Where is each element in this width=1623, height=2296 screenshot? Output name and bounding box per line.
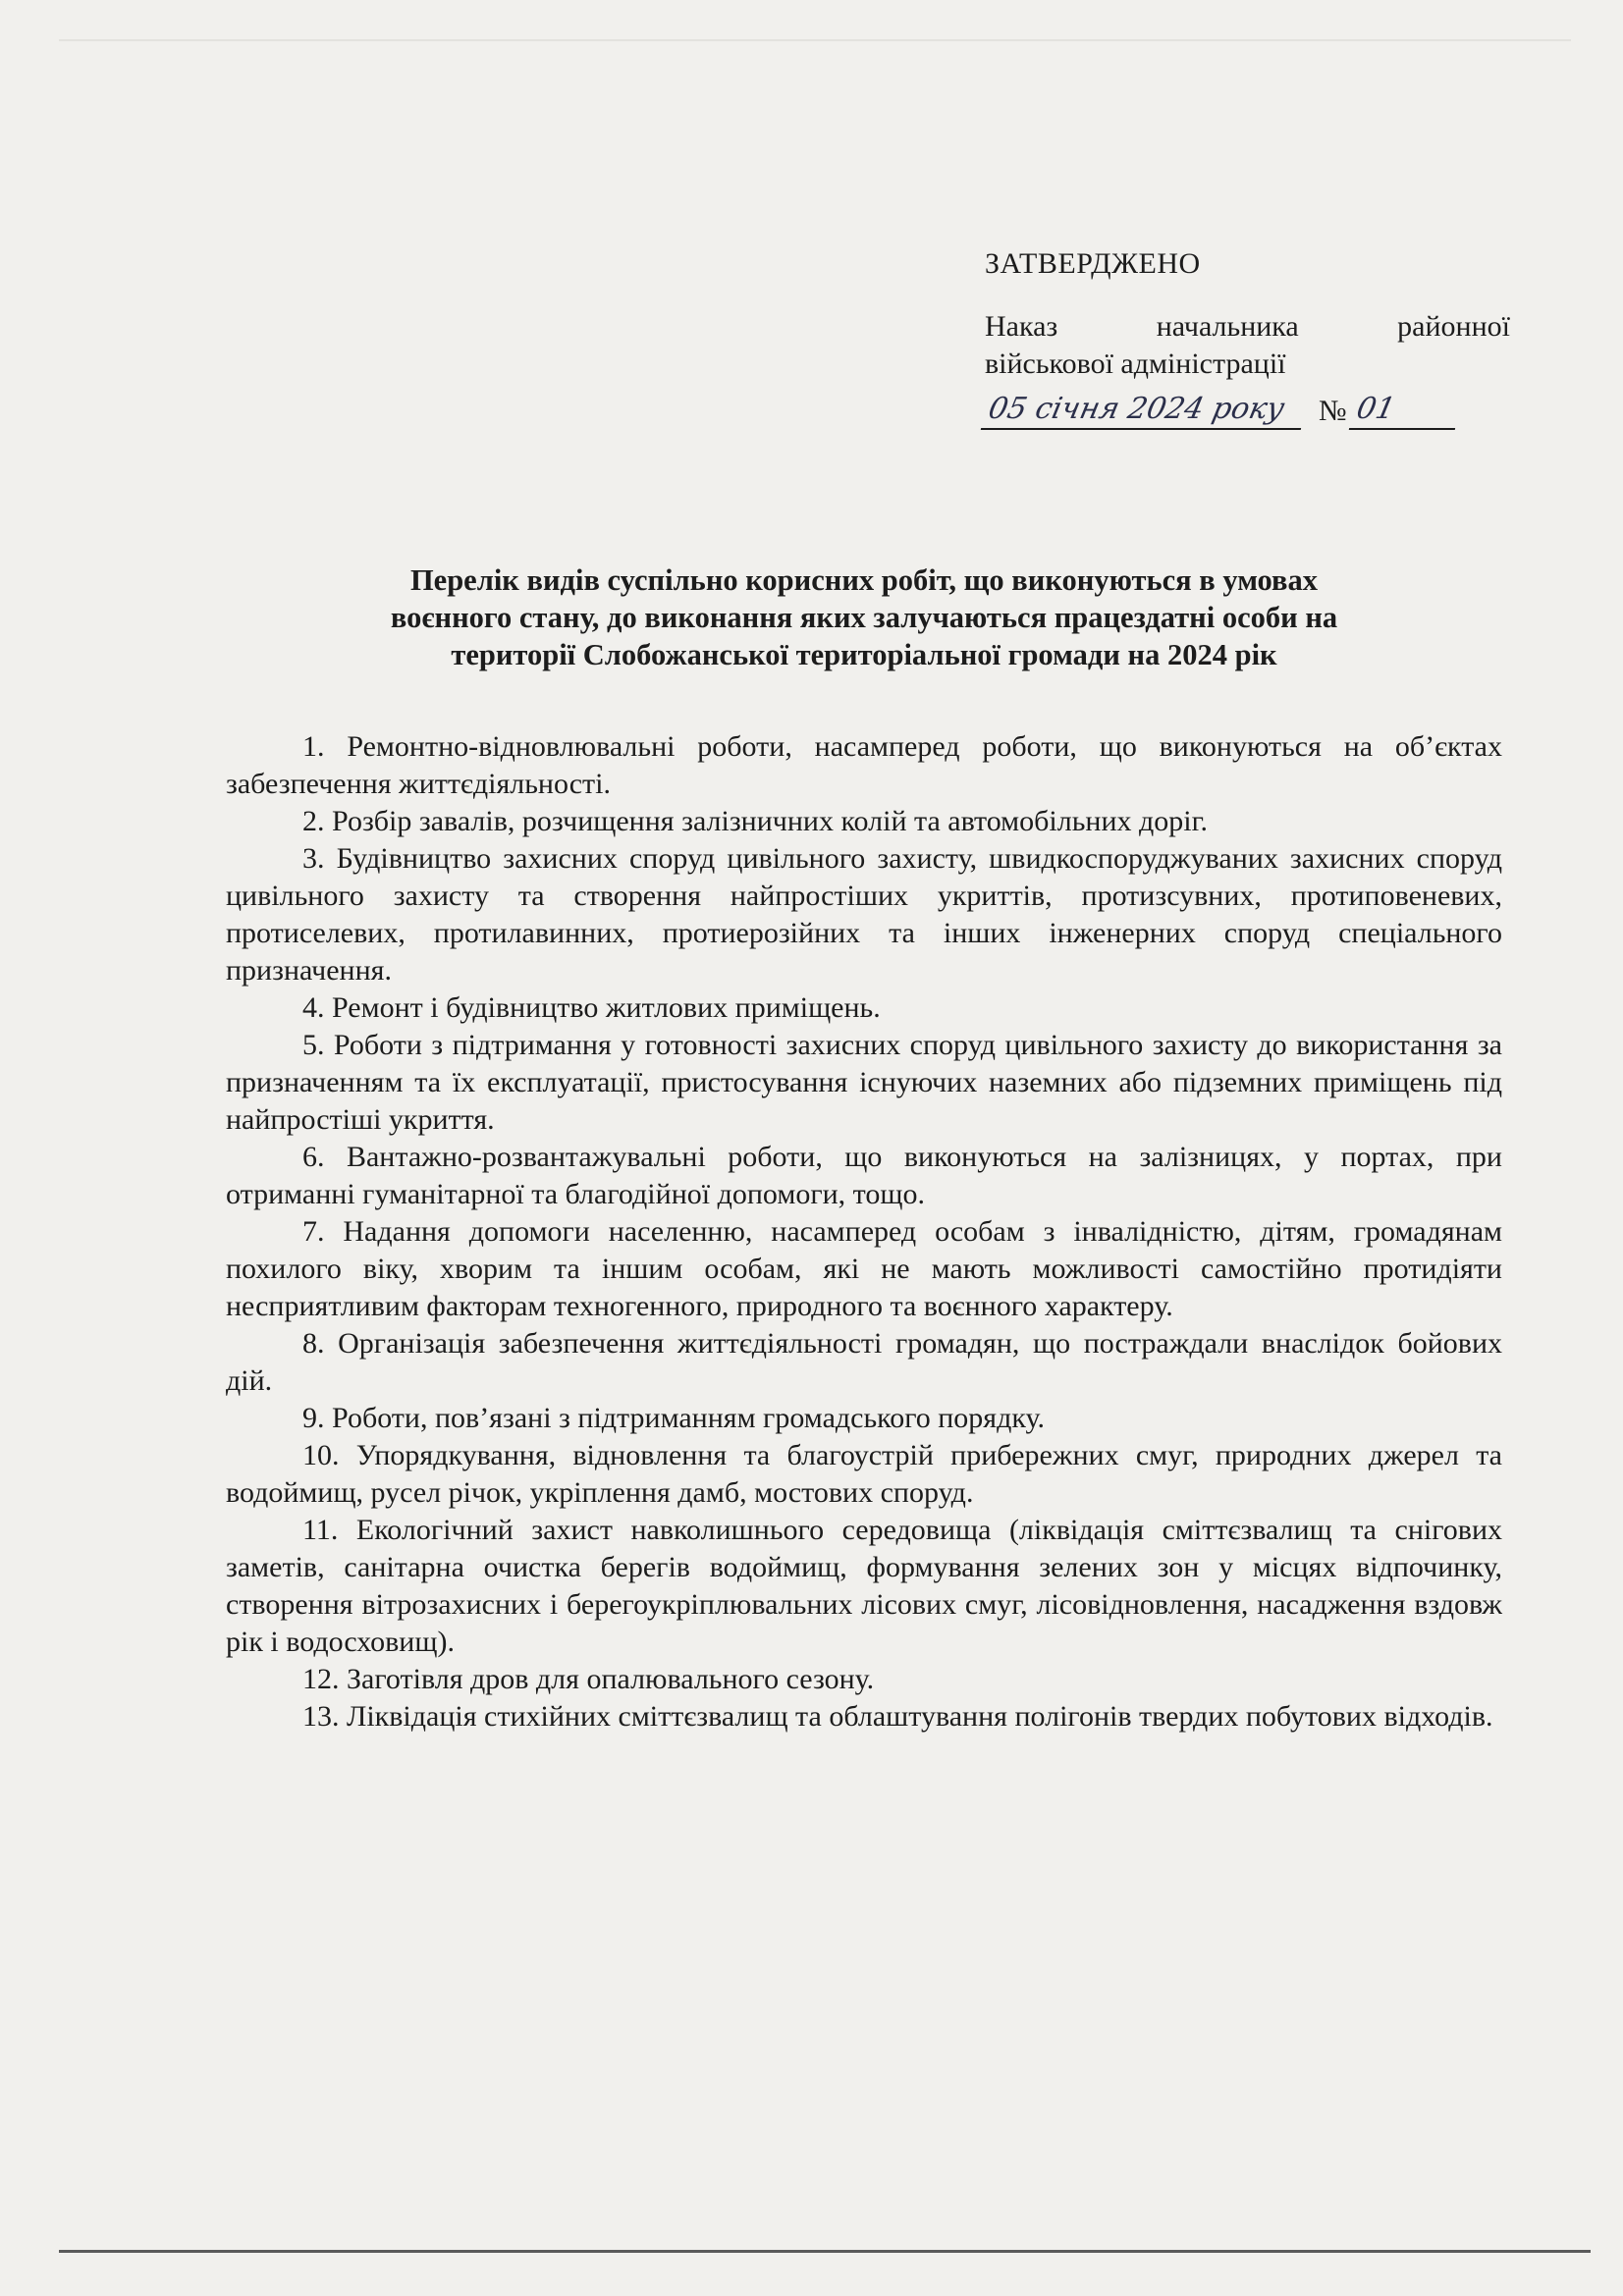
number-sign: №: [1319, 395, 1347, 427]
approved-label: ЗАТВЕРДЖЕНО: [985, 247, 1201, 280]
list-item: 2. Розбір завалів, розчищення залізничних колій та автомобільних доріг.: [302, 805, 1209, 837]
list-item: 13. Ліквідація стихійних сміттєзвалищ та облаштування полігонів твердих побутових відходів.: [302, 1700, 1493, 1733]
list-item: 7. Надання допомоги населенню, насамперед особам з інвалідністю, дітям, громадянам похилого віку, хворим та іншим особам, які не мають можливості самостійно протидіяти несприятливим факторам техногенного, природного та воєнного характеру.: [226, 1215, 1502, 1322]
title-line-3: території Слобожанської територіальної громади на 2024 рік: [451, 638, 1277, 671]
handwritten-number: 01: [1348, 391, 1463, 430]
list-item: 6. Вантажно-розвантажувальні роботи, що виконуються на залізницях, у портах, при отриманні гуманітарної та благодійної допомоги, тощо.: [226, 1141, 1502, 1210]
works-list: [226, 728, 1502, 1735]
list-item: 1. Ремонтно-відновлювальні роботи, насамперед роботи, що виконуються на об’єктах забезпечення життєдіяльності.: [226, 730, 1502, 800]
list-item: 3. Будівництво захисних споруд цивільного захисту, швидкоспоруджуваних захисних споруд цивільного захисту та створення найпростіших укриттів, протизсувних, протиповеневих, протиселевих, протилавинних, протиерозійних та інших інженерних споруд спеціального призначення.: [226, 842, 1502, 987]
title-line-1: Перелік видів суспільно корисних робіт, що виконуються в умовах: [409, 563, 1319, 597]
title-line-2: воєнного стану, до виконання яких залучаються працездатні особи на: [390, 601, 1338, 634]
list-item: 10. Упорядкування, відновлення та благоустрій прибережних смуг, природних джерел та водоймищ, русел річок, укріплення дамб, мостових споруд.: [226, 1439, 1502, 1509]
handwritten-date: 05 січня 2024 року: [981, 391, 1310, 430]
approval-block: [985, 245, 1510, 430]
order-word-district: районної: [1397, 310, 1510, 343]
list-item: 9. Роботи, пов’язані з підтриманням громадського порядку.: [302, 1402, 1046, 1434]
page-edge-bottom: [59, 2250, 1591, 2253]
order-word-head: начальника: [1156, 310, 1299, 343]
document-title: [226, 561, 1502, 673]
order-word: Наказ: [985, 310, 1058, 343]
list-item: 12. Заготівля дров для опалювального сезону.: [302, 1663, 875, 1695]
page-edge-top: [59, 39, 1571, 41]
date-line: [985, 391, 1510, 430]
list-item: 5. Роботи з підтримання у готовності захисних споруд цивільного захисту до використання за призначенням та їх експлуатації, пристосування існуючих наземних або підземних приміщень під найпростіші укриття.: [226, 1029, 1502, 1136]
order-line: [985, 308, 1510, 346]
list-item: 11. Екологічний захист навколишнього середовища (ліквідація сміттєзвалищ та снігових заметів, санітарна очистка берегів водоймищ, формування зелених зон у місцях відпочинку, створення вітрозахисних і берегоукріплювальних лісових смуг, лісовідновлення, насадження вздовж рік і водосховищ).: [226, 1514, 1502, 1658]
administration-line: військової адміністрації: [985, 347, 1286, 380]
list-item: 4. Ремонт і будівництво житлових приміщень.: [302, 991, 881, 1024]
list-item: 8. Організація забезпечення життєдіяльності громадян, що постраждали внаслідок бойових дій.: [226, 1327, 1502, 1397]
